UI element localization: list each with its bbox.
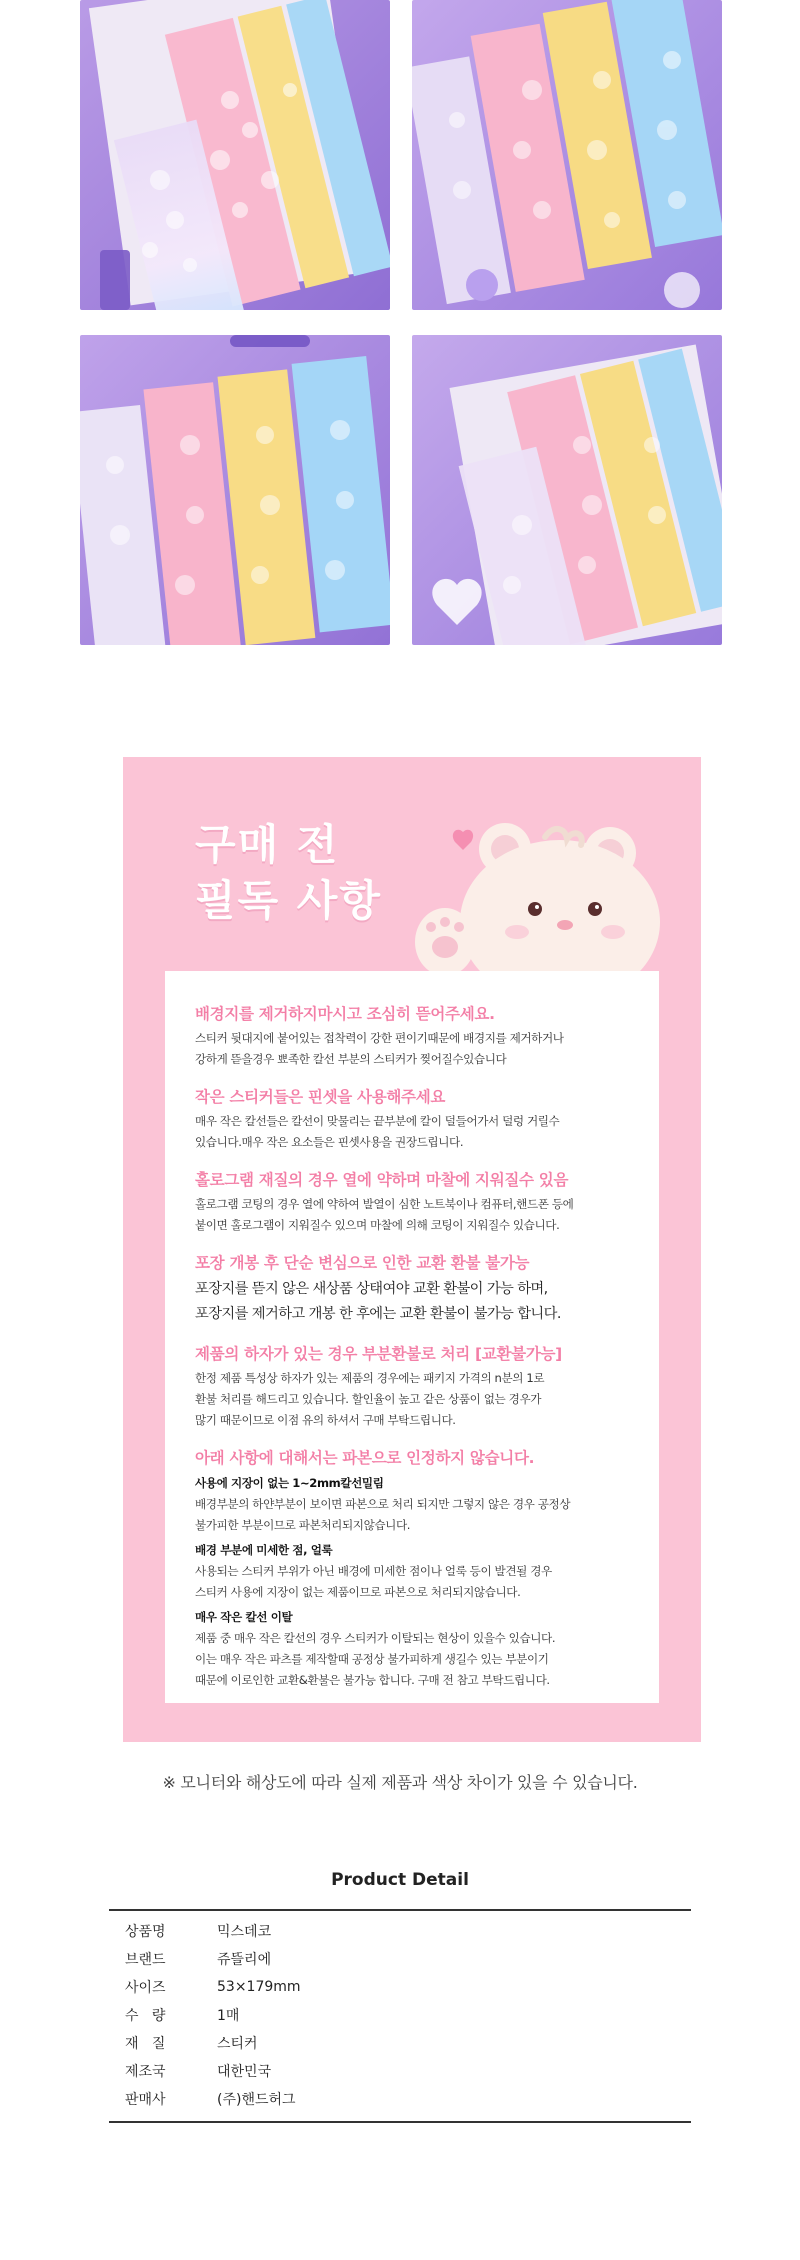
notice-section-line: 있습니다.매우 작은 요소들은 핀셋사용을 권장드립니다. bbox=[195, 1135, 464, 1149]
notice-subsection-title: 배경 부분에 미세한 점, 얼룩 bbox=[195, 1543, 333, 1557]
row-value: 1매 bbox=[217, 2008, 240, 2024]
notice-section-3 bbox=[195, 1169, 629, 1236]
notice-subsection bbox=[195, 1540, 629, 1603]
notice-section-line: 매우 작은 칼선들은 칼선이 맞물리는 끝부분에 칼이 덜들어가서 덜렁 거릴수 bbox=[195, 1114, 560, 1128]
notice-subsection-title: 사용에 지장이 없는 1~2mm칼선밀림 bbox=[195, 1476, 384, 1490]
notice-section-line: 불가피한 부분이므로 파본처리되지않습니다. bbox=[195, 1518, 411, 1532]
row-value: (주)핸드허그 bbox=[217, 2092, 296, 2108]
row-label: 판매사 bbox=[125, 2092, 166, 2108]
product-photo-grid bbox=[80, 0, 720, 645]
product-photo-4 bbox=[412, 335, 722, 645]
row-label: 상품명 bbox=[125, 1924, 166, 1940]
notice-section-heading: 아래 사항에 대해서는 파본으로 인정하지 않습니다. bbox=[195, 1449, 535, 1467]
row-label: 수 량 bbox=[125, 2008, 166, 2024]
notice-section-5 bbox=[195, 1343, 629, 1431]
table-row bbox=[109, 1945, 691, 1973]
row-value: 쥬뜰리에 bbox=[217, 1952, 272, 1968]
notice-section-heading: 배경지를 제거하지마시고 조심히 뜯어주세요. bbox=[195, 1005, 495, 1023]
notice-section-line: 스티커 뒷대지에 붙어있는 접착력이 강한 편이기때문에 배경지를 제거하거나 bbox=[195, 1031, 564, 1045]
notice-subsection bbox=[195, 1473, 629, 1536]
product-detail-table bbox=[109, 1909, 691, 2123]
notice-section-heading: 포장 개봉 후 단순 변심으로 인한 교환 환불 불가능 bbox=[195, 1254, 530, 1272]
notice-title-line1: 구매 전 bbox=[195, 820, 340, 869]
notice-title-line2: 필독 사항 bbox=[195, 876, 382, 925]
notice-section-line: 환불 처리를 해드리고 있습니다. 할인율이 높고 같은 상품이 없는 경우가 bbox=[195, 1392, 542, 1406]
notice-title bbox=[195, 817, 382, 929]
notice-section-1 bbox=[195, 1003, 629, 1070]
product-photo-1 bbox=[80, 0, 390, 310]
notice-subsection-title: 매우 작은 칼선 이탈 bbox=[195, 1610, 293, 1624]
row-value: 믹스데코 bbox=[217, 1924, 272, 1940]
notice-section-line: 포장지를 뜯지 않은 새상품 상태여야 교환 환불이 가능 하며, bbox=[195, 1281, 548, 1297]
notice-content-box bbox=[165, 971, 659, 1703]
product-photo-2 bbox=[412, 0, 722, 310]
color-disclaimer: ※ 모니터와 해상도에 따라 실제 제품과 색상 차이가 있을 수 있습니다. bbox=[162, 1773, 638, 1792]
notice-section-line: 강하게 뜯을경우 뾰족한 칼선 부분의 스티커가 찢어질수있습니다 bbox=[195, 1052, 507, 1066]
notice-section-line: 한정 제품 특성상 하자가 있는 제품의 경우에는 패키지 가격의 n분의 1로 bbox=[195, 1371, 545, 1385]
notice-section-line: 포장지를 제거하고 개봉 한 후에는 교환 환불이 불가능 합니다. bbox=[195, 1306, 561, 1322]
notice-section-heading: 작은 스티커들은 핀셋을 사용해주세요 bbox=[195, 1088, 446, 1106]
notice-subsection bbox=[195, 1607, 629, 1691]
notice-section-line: 때문에 이로인한 교환&환불은 불가능 합니다. 구매 전 참고 부탁드립니다. bbox=[195, 1673, 550, 1687]
notice-section-line: 배경부분의 하얀부분이 보이면 파본으로 처리 되지만 그렇지 않은 경우 공정상 bbox=[195, 1497, 571, 1511]
row-label: 제조국 bbox=[125, 2064, 166, 2080]
product-photo-3 bbox=[80, 335, 390, 645]
notice-section-line: 홀로그램 코팅의 경우 열에 약하여 발열이 심한 노트북이나 컴퓨터,핸드폰 등에 bbox=[195, 1197, 574, 1211]
row-value: 대한민국 bbox=[217, 2064, 272, 2080]
row-label: 사이즈 bbox=[125, 1980, 166, 1996]
notice-section-line: 이는 매우 작은 파츠를 제작할때 공정상 불가피하게 생길수 있는 부분이기 bbox=[195, 1652, 549, 1666]
notice-section-line: 붙이면 홀로그램이 지워질수 있으며 마찰에 의해 코팅이 지워질수 있습니다. bbox=[195, 1218, 560, 1232]
row-value: 스티커 bbox=[217, 2036, 258, 2052]
notice-section-line: 많기 때문이므로 이점 유의 하셔서 구매 부탁드립니다. bbox=[195, 1413, 456, 1427]
row-value: 53×179mm bbox=[217, 1979, 301, 1995]
notice-section-line: 사용되는 스티커 부위가 아닌 배경에 미세한 점이나 얼룩 등이 발견될 경우 bbox=[195, 1564, 552, 1578]
bear-illustration-icon bbox=[395, 777, 685, 987]
notice-section-line: 스티커 사용에 지장이 없는 제품이므로 파본으로 처리되지않습니다. bbox=[195, 1585, 521, 1599]
product-detail-title: Product Detail bbox=[331, 1870, 469, 1890]
notice-section-heading: 제품의 하자가 있는 경우 부분환불로 처리 [교환불가능] bbox=[195, 1345, 562, 1363]
table-row bbox=[109, 1973, 691, 2001]
notice-section-final bbox=[195, 1447, 629, 1691]
table-row bbox=[109, 2001, 691, 2029]
row-label: 브랜드 bbox=[125, 1952, 166, 1968]
notice-section-line: 제품 중 매우 작은 칼선의 경우 스티커가 이탈되는 현상이 있을수 있습니다. bbox=[195, 1631, 556, 1645]
table-row bbox=[109, 1917, 691, 1945]
notice-section-4 bbox=[195, 1252, 629, 1327]
notice-section-2 bbox=[195, 1086, 629, 1153]
row-label: 재 질 bbox=[125, 2036, 166, 2052]
notice-section-heading: 홀로그램 재질의 경우 열에 약하며 마찰에 지워질수 있음 bbox=[195, 1171, 569, 1189]
table-row bbox=[109, 2029, 691, 2057]
table-row bbox=[109, 2085, 691, 2113]
notice-card bbox=[123, 757, 701, 1742]
table-row bbox=[109, 2057, 691, 2085]
heart-icon bbox=[453, 830, 473, 850]
